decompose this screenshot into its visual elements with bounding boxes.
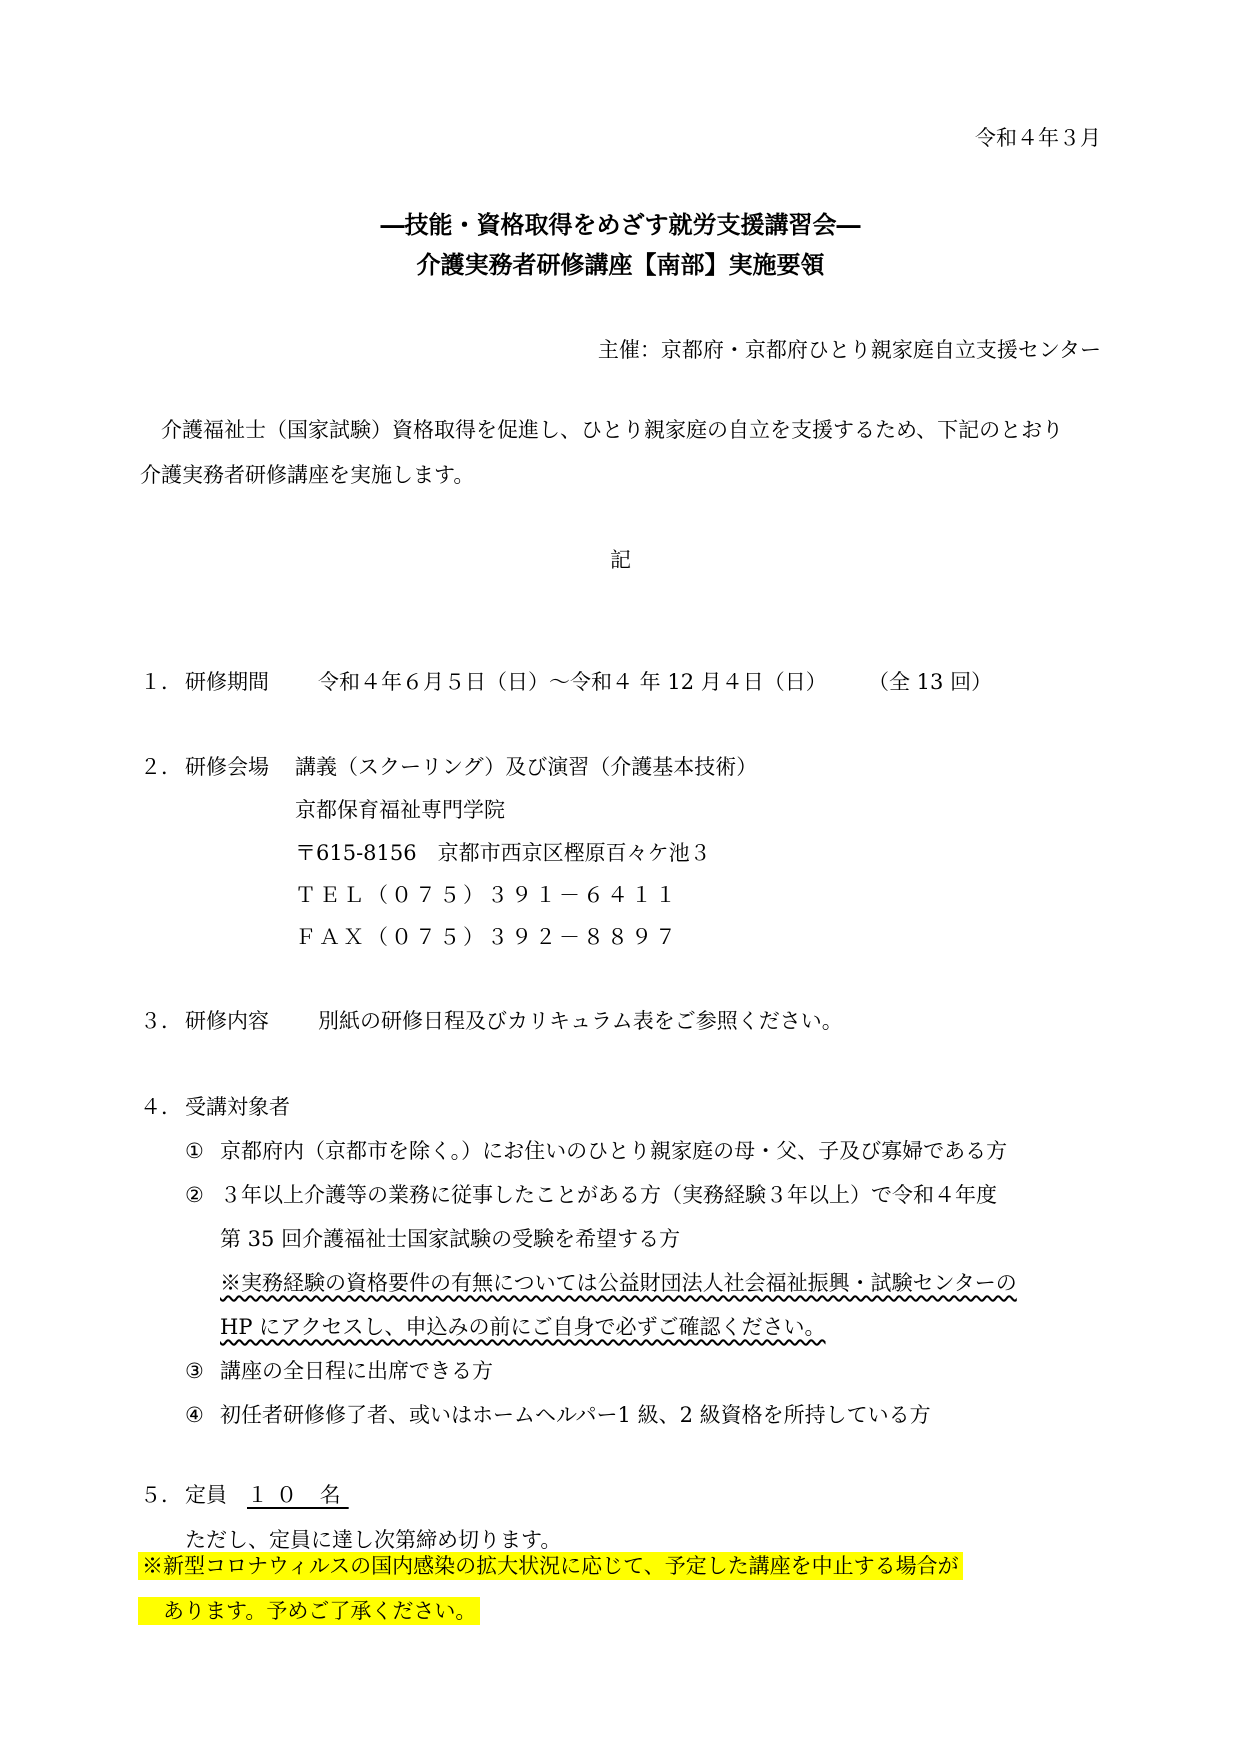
venue-fax: ＦＡＸ（０７５）３９２－８８９７ — [295, 925, 679, 949]
covid-notice-text-1: ※新型コロナウィルスの国内感染の拡大状況に応じて、予定した講座を中止する場合が — [138, 1552, 963, 1580]
section-1-number: １． — [140, 670, 182, 694]
eligibility-item-4-mark: ④ — [185, 1403, 204, 1427]
eligibility-item-3: 講座の全日程に出席できる方 — [220, 1359, 493, 1383]
period-session-count: （全 13 回） — [868, 670, 993, 694]
section-3-number: ３． — [140, 1009, 182, 1033]
section-2-number: ２． — [140, 755, 182, 779]
covid-notice-line-2 — [138, 1601, 480, 1622]
venue-line-1: 講義（スクーリング）及び演習（介護基本技術） — [295, 755, 758, 779]
eligibility-item-2-continued: 第 35 回介護福祉士国家試験の受験を希望する方 — [220, 1227, 681, 1251]
section-3-heading: 研修内容 — [185, 1009, 269, 1033]
title-line-2: 介護実務者研修講座【南部】実施要領 — [416, 250, 825, 279]
title-line-1: ―技能・資格取得をめざす就労支援講習会― — [380, 210, 861, 239]
period-dates: 令和４年６月５日（日）～令和４ 年 12 月４日（日） — [318, 670, 827, 694]
eligibility-item-3-mark: ③ — [185, 1359, 204, 1383]
intro-line-2: 介護実務者研修講座を実施します。 — [140, 463, 475, 487]
section-4-number: ４． — [140, 1095, 182, 1119]
section-2-heading: 研修会場 — [185, 755, 269, 779]
eligibility-note-line-1: ※実務経験の資格要件の有無については公益財団法人社会福祉振興・試験センターの — [220, 1271, 1017, 1295]
eligibility-item-2: ３年以上介護等の業務に従事したことがある方（実務経験３年以上）で令和４年度 — [220, 1183, 997, 1207]
venue-school: 京都保育福祉専門学院 — [295, 798, 505, 822]
section-5-heading: 定員 — [185, 1483, 227, 1507]
content-text: 別紙の研修日程及びカリキュラム表をご参照ください。 — [318, 1009, 843, 1033]
intro-text-1: 介護福祉士（国家試験）資格取得を促進し、ひとり親家庭の自立を支援するため、下記のとおり — [161, 418, 1064, 442]
section-5-number: ５． — [140, 1483, 182, 1507]
capacity-value: １０ 名 — [247, 1483, 349, 1507]
organizer: 主催：京都府・京都府ひとり親家庭自立支援センター — [597, 338, 1101, 362]
section-4-heading: 受講対象者 — [185, 1095, 290, 1119]
covid-notice-text-2: あります。予めご了承ください。 — [138, 1597, 480, 1625]
eligibility-item-2-mark: ② — [185, 1183, 204, 1207]
ki-heading: 記 — [610, 548, 631, 572]
eligibility-note-line-2: HP にアクセスし、申込みの前にご自身で必ずご確認ください。 — [220, 1315, 826, 1339]
eligibility-item-1: 京都府内（京都市を除く。）にお住いのひとり親家庭の母・父、子及び寡婦である方 — [220, 1139, 1008, 1163]
venue-tel: ＴＥＬ（０７５）３９１－６４１１ — [295, 883, 679, 907]
covid-notice-line-1 — [138, 1556, 963, 1577]
section-1-heading: 研修期間 — [185, 670, 269, 694]
eligibility-item-4: 初任者研修修了者、或いはホームヘルパー1 級、2 級資格を所持している方 — [220, 1403, 931, 1427]
intro-line-1 — [140, 420, 1063, 441]
eligibility-item-1-mark: ① — [185, 1139, 204, 1163]
document-date: 令和４年３月 — [975, 126, 1101, 150]
section-5-heading-row — [185, 1485, 367, 1506]
capacity-note: ただし、定員に達し次第締め切ります。 — [185, 1528, 562, 1552]
venue-address: 〒615-8156 京都市西京区樫原百々ケ池３ — [295, 841, 711, 865]
